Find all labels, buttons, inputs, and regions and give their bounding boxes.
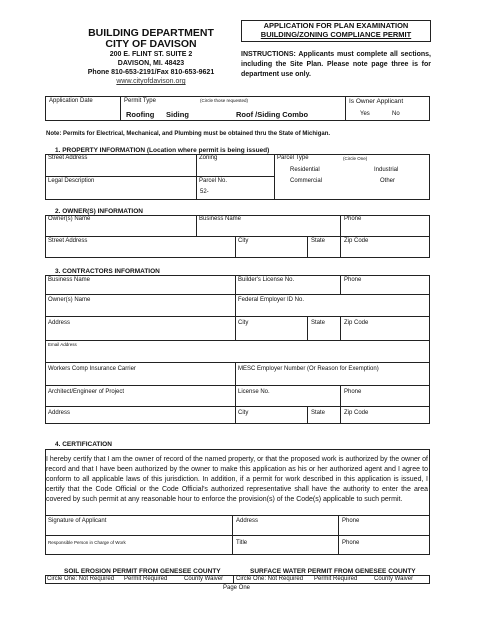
contractor-business-label: Business Name [48, 277, 91, 283]
surface-circle-one[interactable]: Circle One: Not Required [236, 576, 304, 582]
parcel-prefix: 52- [200, 189, 209, 195]
option-industrial[interactable]: Industrial [374, 167, 399, 173]
soil-permit-required[interactable]: Permit Required [124, 576, 168, 582]
department-header [62, 28, 240, 86]
responsible-person-label: Responsible Person in Charge of Work [48, 540, 126, 545]
owner-state-label: State [311, 238, 326, 244]
parcel-type-label: Parcel Type [277, 155, 309, 161]
website-link[interactable]: www.cityofdavison.org [116, 78, 186, 85]
cert-phone-label: Phone [342, 518, 360, 524]
cert-phone2-label: Phone [342, 540, 360, 546]
owner-section-heading: 2. OWNER(S) INFORMATION [55, 208, 143, 215]
permit-type-label: Permit Type [124, 98, 156, 104]
zoning-label: Zoning [199, 155, 218, 161]
circle-one-note: (Circle One) [343, 156, 368, 161]
legal-description-label: Legal Description [48, 178, 95, 184]
signature-label: Signature of Applicant [48, 518, 107, 524]
form-title-line2: BUILDING/ZONING COMPLIANCE PERMIT [260, 30, 412, 39]
surface-permit-required[interactable]: Permit Required [314, 576, 358, 582]
architect-address-label: Address [48, 410, 71, 416]
mesc-employer-label: MESC Employer Number (Or Reason for Exemption) [238, 366, 379, 372]
contractor-owners-name-label: Owner(s) Name [48, 297, 91, 303]
owner-applicant-label: Is Owner Applicant [349, 98, 404, 105]
federal-employer-id-label: Federal Employer ID No. [238, 297, 305, 303]
cert-address-label: Address [236, 518, 259, 524]
surface-county-waiver[interactable]: County Waiver [374, 576, 414, 582]
architect-license-label: License No. [238, 389, 270, 395]
architect-phone-label: Phone [344, 389, 362, 395]
parcel-no-label: Parcel No. [199, 178, 228, 184]
architect-state-label: State [311, 410, 326, 416]
workers-comp-label: Workers Comp Insurance Carrier [48, 366, 136, 372]
architect-zip-label: Zip Code [344, 410, 369, 416]
city-state-zip: DAVISON, MI. 48423 [117, 60, 185, 67]
architect-engineer-label: Architect/Engineer of Project [48, 389, 125, 395]
soil-circle-one[interactable]: Circle One: Not Required [47, 576, 115, 582]
department-name: BUILDING DEPARTMENT [88, 27, 214, 39]
soil-county-waiver[interactable]: County Waiver [184, 576, 224, 582]
cert-title-label: Title [236, 540, 248, 546]
contractor-state-label: State [311, 320, 326, 326]
email-address-label: Email Address [48, 342, 77, 347]
property-info-box [45, 154, 430, 200]
option-residential[interactable]: Residential [290, 167, 320, 173]
state-permit-note: Note: Permits for Electrical, Mechanical, and Plumbing must be obtained thru the State of Michigan. [46, 131, 331, 137]
city-name: CITY OF DAVISON [105, 38, 197, 50]
owner-phone-label: Phone [344, 216, 362, 222]
option-no[interactable]: No [392, 111, 400, 117]
application-date-label: Application Date [49, 98, 93, 104]
owner-street-label: Street Address [48, 238, 88, 244]
contractor-address-label: Address [48, 320, 71, 326]
option-yes[interactable]: Yes [360, 111, 370, 117]
owner-zip-label: Zip Code [344, 238, 369, 244]
owner-name-label: Owner(s) Name [48, 216, 91, 222]
form-title-line1: APPLICATION FOR PLAN EXAMINATION [263, 21, 409, 30]
contractor-phone-label: Phone [344, 277, 362, 283]
circle-requested-note: (Circle those requested) [200, 98, 249, 103]
option-siding[interactable]: Siding [166, 110, 189, 119]
instructions: INSTRUCTIONS: Applicants must complete all sections, including the Site Plan. Please note page three is for department use only. [241, 51, 431, 78]
page-number: Page One [223, 585, 251, 591]
architect-city-label: City [238, 410, 249, 416]
surface-water-heading: SURFACE WATER PERMIT FROM GENESEE COUNTY [250, 568, 416, 575]
street-address-label: Street Address [48, 155, 88, 161]
contractor-city-label: City [238, 320, 249, 326]
contractor-zip-label: Zip Code [344, 320, 369, 326]
option-commercial[interactable]: Commercial [290, 178, 323, 184]
soil-erosion-heading: SOIL EROSION PERMIT FROM GENESEE COUNTY [64, 568, 221, 575]
certification-text: I hereby certify that I am the owner of record of the named property, or that the proposed work is authorized by the owner of record and that I have been authorized by the owner to make this application as his or her authorized agent and I agree to conform to all applicable laws of this jurisdiction. In addition, if a permit for work described in this application is issued, I certify that the Code Official or the Code Official's authorized representative shall have the authority to enter the area covered by such permit at any reasonable hour to enforce the provision(s) of the Code(s) applicable to such permit. [46, 456, 428, 503]
builders-license-label: Builder's License No. [238, 277, 295, 283]
option-other[interactable]: Other [380, 178, 396, 184]
owner-city-label: City [238, 238, 249, 244]
option-roof-siding-combo[interactable]: Roof /Siding Combo [236, 110, 309, 119]
owner-business-label: Business Name [199, 216, 242, 222]
option-roofing[interactable]: Roofing [126, 110, 155, 119]
certification-section-heading: 4. CERTIFICATION [55, 441, 112, 448]
contractors-section-heading: 3. CONTRACTORS INFORMATION [55, 268, 160, 275]
form-title [241, 20, 431, 42]
property-section-heading: 1. PROPERTY INFORMATION (Location where permit is being issued) [55, 147, 270, 154]
phone-fax: Phone 810-653-2191/Fax 810-653-9621 [87, 69, 215, 76]
street-address: 200 E. FLINT ST. SUITE 2 [109, 51, 193, 58]
